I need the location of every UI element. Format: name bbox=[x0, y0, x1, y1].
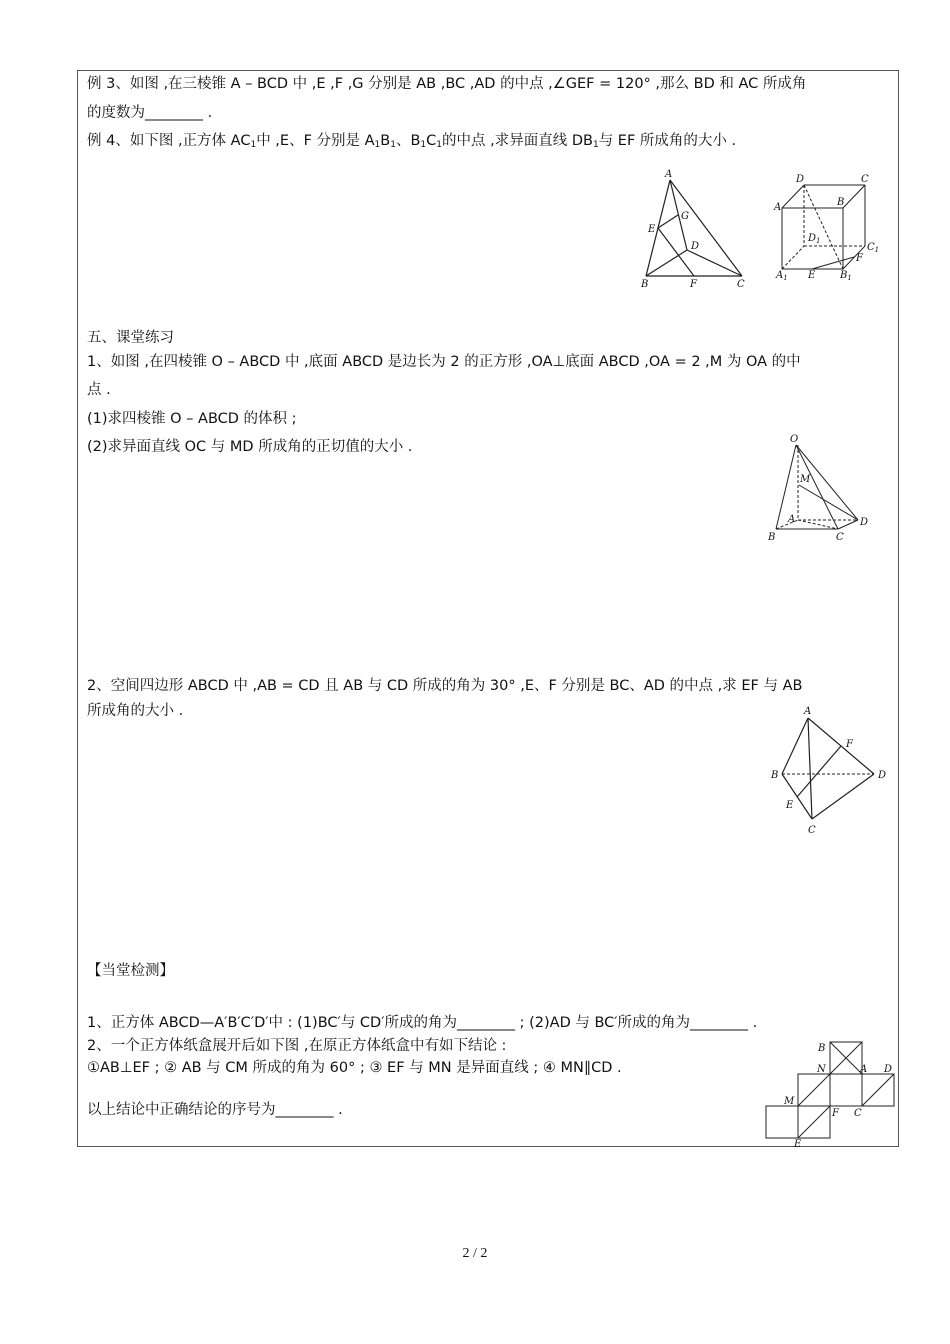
cube-label-b1: $B_1$ bbox=[840, 270, 852, 282]
cube-label-f: F bbox=[856, 253, 863, 264]
pyr-label-o: O bbox=[790, 434, 799, 445]
figure-pyramid bbox=[764, 430, 884, 545]
q2-line2: 所成角的大小 . bbox=[87, 703, 184, 719]
tetra-label-a: A bbox=[665, 169, 673, 180]
cube-label-a1: $A_1$ bbox=[776, 270, 788, 282]
q1-part2: (2)求异面直线 OC 与 MD 所成角的正切值的大小 . bbox=[87, 439, 413, 455]
quad-label-c: C bbox=[808, 825, 816, 836]
q1-part1: (1)求四棱锥 O – ABCD 的体积 ; bbox=[87, 411, 297, 427]
net-label-e: E bbox=[794, 1139, 802, 1150]
tetra-label-b: B bbox=[641, 279, 649, 290]
section5-title: 五、课堂练习 bbox=[87, 330, 174, 346]
cube-label-e: E bbox=[808, 270, 816, 281]
pyr-label-c: C bbox=[836, 532, 844, 543]
quad-label-b: B bbox=[771, 770, 779, 781]
quad-label-a: A bbox=[804, 706, 812, 717]
cube-label-c1: $C_1$ bbox=[867, 242, 880, 254]
tetra-label-g: G bbox=[681, 211, 689, 222]
check-q2-line1: 2、一个正方体纸盒展开后如下图 ,在原正方体纸盒中有如下结论 : bbox=[87, 1038, 507, 1054]
figure-tetrahedron-gef bbox=[630, 165, 760, 295]
check-q1: 1、正方体 ABCD—A′B′C′D′中 : (1)BC′与 CD′所成的角为________ ; (2)AD 与 BC′所成的角为________ . bbox=[87, 1015, 758, 1031]
q2-line1: 2、空间四边形 ABCD 中 ,AB = CD 且 AB 与 CD 所成的角为 30° ,E、F 分别是 BC、AD 的中点 ,求 EF 与 AB bbox=[87, 678, 803, 694]
check-title: 【当堂检测】 bbox=[87, 963, 174, 979]
figure-quadrilateral bbox=[766, 702, 896, 842]
cube-label-a: A bbox=[774, 202, 782, 213]
quad-label-f: F bbox=[846, 739, 853, 750]
tetra-label-e: E bbox=[648, 224, 656, 235]
pyr-label-d: D bbox=[860, 517, 869, 528]
figure-cube-net bbox=[760, 1036, 900, 1148]
cube-label-c: C bbox=[861, 174, 869, 185]
net-label-a: A bbox=[860, 1064, 868, 1075]
check-q2-line3: 以上结论中正确结论的序号为________ . bbox=[87, 1102, 343, 1118]
net-label-n: N bbox=[817, 1064, 826, 1075]
cube-label-b: B bbox=[837, 197, 845, 208]
tetra-label-f: F bbox=[690, 279, 697, 290]
net-label-d: D bbox=[884, 1064, 893, 1075]
net-label-b: B bbox=[818, 1043, 826, 1054]
figure-cube bbox=[772, 170, 892, 285]
net-label-c: C bbox=[854, 1108, 862, 1119]
pyr-label-b: B bbox=[768, 532, 776, 543]
pyr-label-m: M bbox=[800, 474, 811, 485]
net-label-m: M bbox=[784, 1096, 795, 1107]
quad-label-d: D bbox=[878, 770, 887, 781]
example3-line2: 的度数为________ . bbox=[87, 105, 213, 121]
page-number: 2 / 2 bbox=[462, 1246, 488, 1261]
pyr-label-a: A bbox=[788, 514, 796, 525]
tetra-label-c: C bbox=[737, 279, 745, 290]
tetra-label-d: D bbox=[691, 241, 700, 252]
check-q2-line2: ①AB⊥EF ; ② AB 与 CM 所成的角为 60° ; ③ EF 与 MN 是异面直线 ; ④ MN∥CD . bbox=[87, 1060, 622, 1076]
quad-label-e: E bbox=[786, 800, 794, 811]
cube-label-d1: $D_1$ bbox=[808, 233, 821, 245]
q1-line1: 1、如图 ,在四棱锥 O – ABCD 中 ,底面 ABCD 是边长为 2 的正方形 ,OA⊥底面 ABCD ,OA = 2 ,M 为 OA 的中 bbox=[87, 354, 801, 370]
q1-line2: 点 . bbox=[87, 382, 111, 398]
cube-label-d: D bbox=[796, 174, 805, 185]
example4-text: 例 4、如下图 ,正方体 $AC_1$中 ,E、F 分别是 $A_1B_1$、$B_1C_1$的中点 ,求异面直线 $DB_1$与 EF 所成角的大小 . bbox=[87, 133, 737, 150]
net-label-f: F bbox=[832, 1108, 839, 1119]
example3-line1: 例 3、如图 ,在三棱锥 A – BCD 中 ,E ,F ,G 分别是 AB ,BC ,AD 的中点 ,∠GEF = 120° ,那么 BD 和 AC 所成角 bbox=[87, 76, 807, 92]
